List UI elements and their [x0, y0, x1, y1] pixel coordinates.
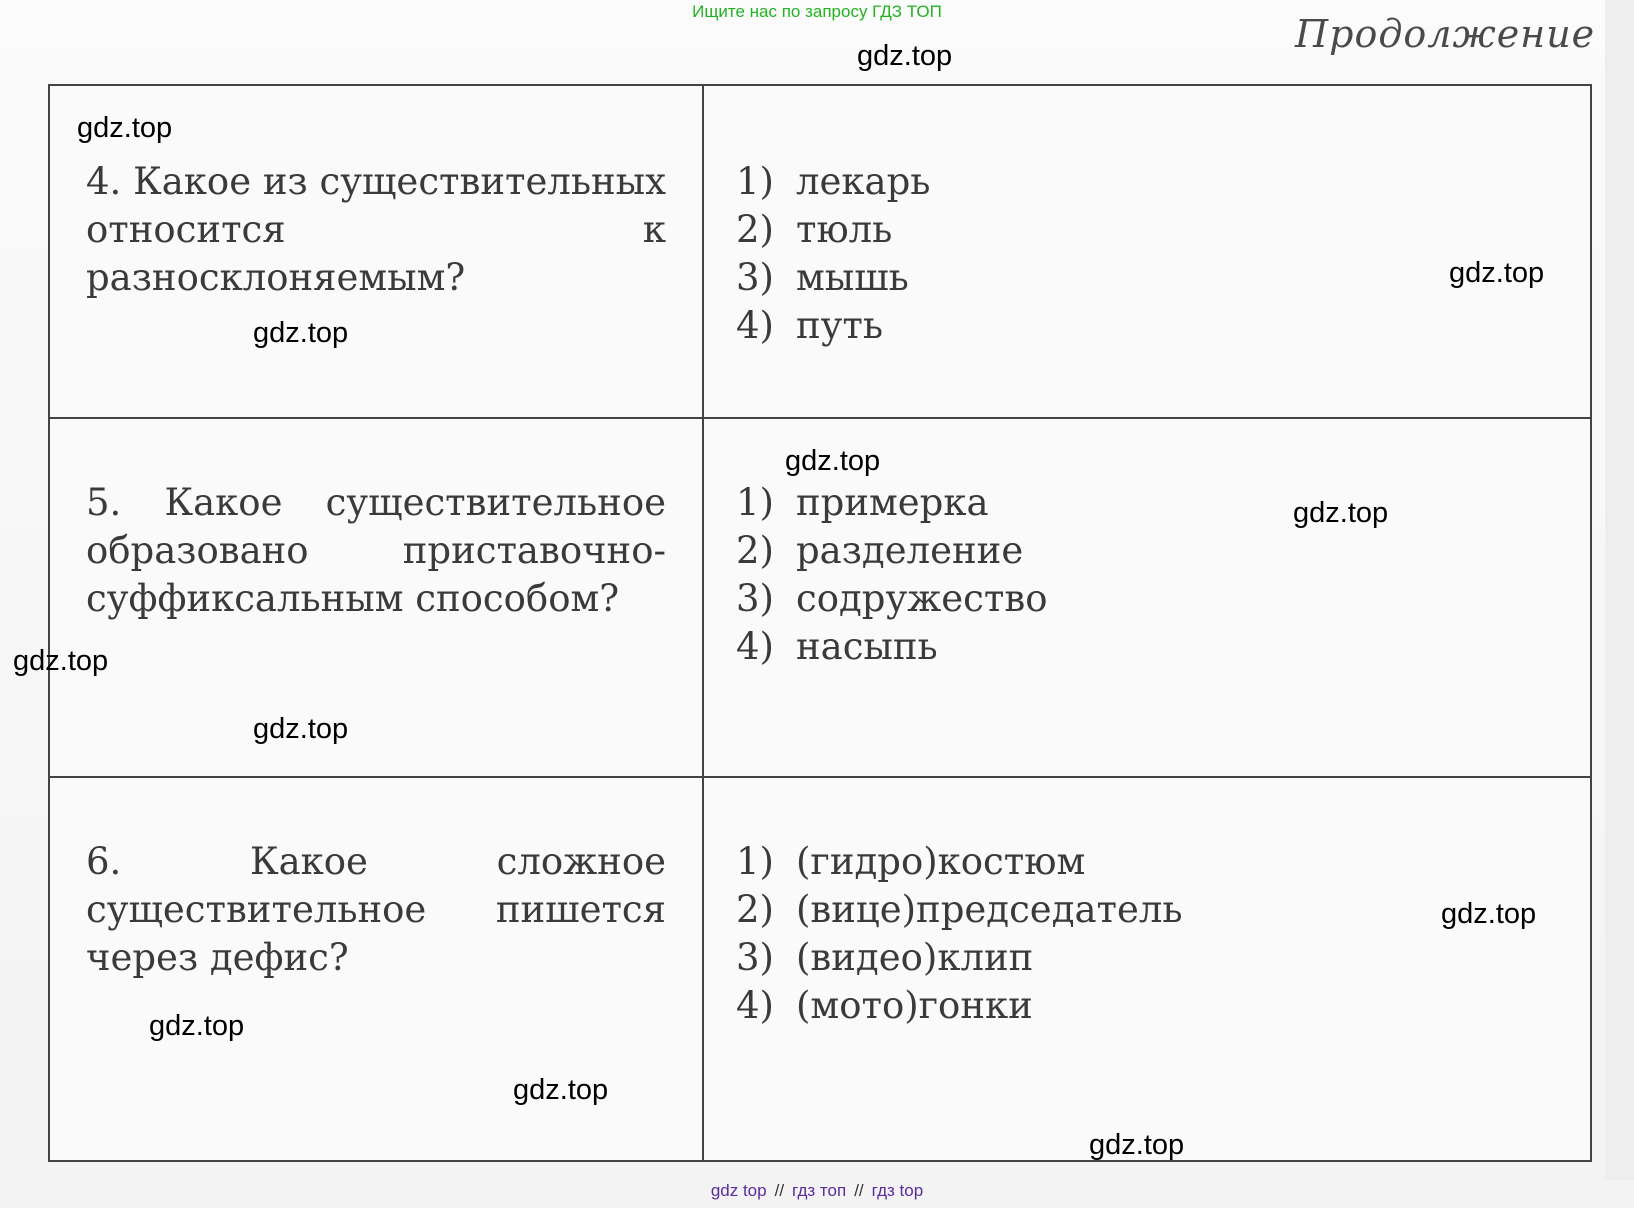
question-4: 4. Какое из существительных относится к разносклоняемым? [86, 160, 666, 299]
question-6: 6. Какое сложное существительное пишется через дефис? [86, 840, 666, 979]
bottom-banner-separator: // [774, 1181, 785, 1200]
option [736, 982, 1183, 1030]
option-text: мышь [796, 256, 909, 299]
option [736, 254, 930, 302]
option-text: разделение [796, 529, 1024, 572]
option [736, 886, 1183, 934]
option-text: (видео)клип [796, 936, 1034, 979]
option-text: насыпь [796, 625, 938, 668]
option-number: 3) [736, 577, 774, 620]
option-text: тюль [796, 208, 893, 251]
options-4 [736, 158, 930, 350]
option [736, 206, 930, 254]
option-number: 4) [736, 625, 774, 668]
options-5 [736, 479, 1047, 671]
option-text: (гидро)костюм [796, 840, 1086, 883]
bottom-banner [0, 1181, 1634, 1201]
bottom-banner-text: гдз топ [792, 1181, 847, 1200]
option-text: (мото)гонки [796, 984, 1033, 1027]
watermark: gdz.top [1293, 497, 1389, 529]
option [736, 302, 930, 350]
watermark: gdz.top [785, 445, 881, 477]
option [736, 838, 1183, 886]
option-number: 3) [736, 936, 774, 979]
watermark: gdz.top [513, 1074, 609, 1106]
option [736, 934, 1183, 982]
row-divider [50, 776, 1590, 778]
watermark: gdz.top [253, 317, 349, 349]
option-text: примерка [796, 481, 989, 524]
top-banner: Ищите нас по запросу ГДЗ ТОП [692, 2, 942, 21]
column-divider [702, 86, 704, 1160]
option-number: 4) [736, 984, 774, 1027]
watermark: gdz.top [77, 112, 173, 144]
option-text: содружество [796, 577, 1048, 620]
option-text: лекарь [796, 160, 931, 203]
option [736, 623, 1047, 671]
option-text: путь [796, 304, 884, 347]
watermark: gdz.top [1449, 257, 1545, 289]
option-text: (вице)председатель [796, 888, 1183, 931]
watermark: gdz.top [13, 645, 109, 677]
option-number: 2) [736, 208, 774, 251]
watermark: gdz.top [1089, 1129, 1185, 1161]
watermark: gdz.top [149, 1010, 245, 1042]
option-number: 2) [736, 529, 774, 572]
watermark: gdz.top [857, 40, 953, 72]
option [736, 575, 1047, 623]
continuation-label: Продолжение [1295, 12, 1596, 56]
bottom-banner-text: gdz top [710, 1181, 767, 1200]
watermark: gdz.top [1441, 898, 1537, 930]
option-number: 1) [736, 481, 774, 524]
option [736, 479, 1047, 527]
option [736, 527, 1047, 575]
question-5: 5. Какое существительное образовано приставочно-суффиксальным способом? [86, 481, 666, 620]
page-edge [1605, 0, 1634, 1180]
option-number: 4) [736, 304, 774, 347]
bottom-banner-text: гдз top [871, 1181, 924, 1200]
option-number: 2) [736, 888, 774, 931]
option-number: 1) [736, 160, 774, 203]
options-6 [736, 838, 1183, 1030]
option [736, 158, 930, 206]
row-divider [50, 417, 1590, 419]
test-table [48, 84, 1592, 1162]
option-number: 1) [736, 840, 774, 883]
watermark: gdz.top [253, 713, 349, 745]
option-number: 3) [736, 256, 774, 299]
bottom-banner-separator: // [854, 1181, 864, 1200]
